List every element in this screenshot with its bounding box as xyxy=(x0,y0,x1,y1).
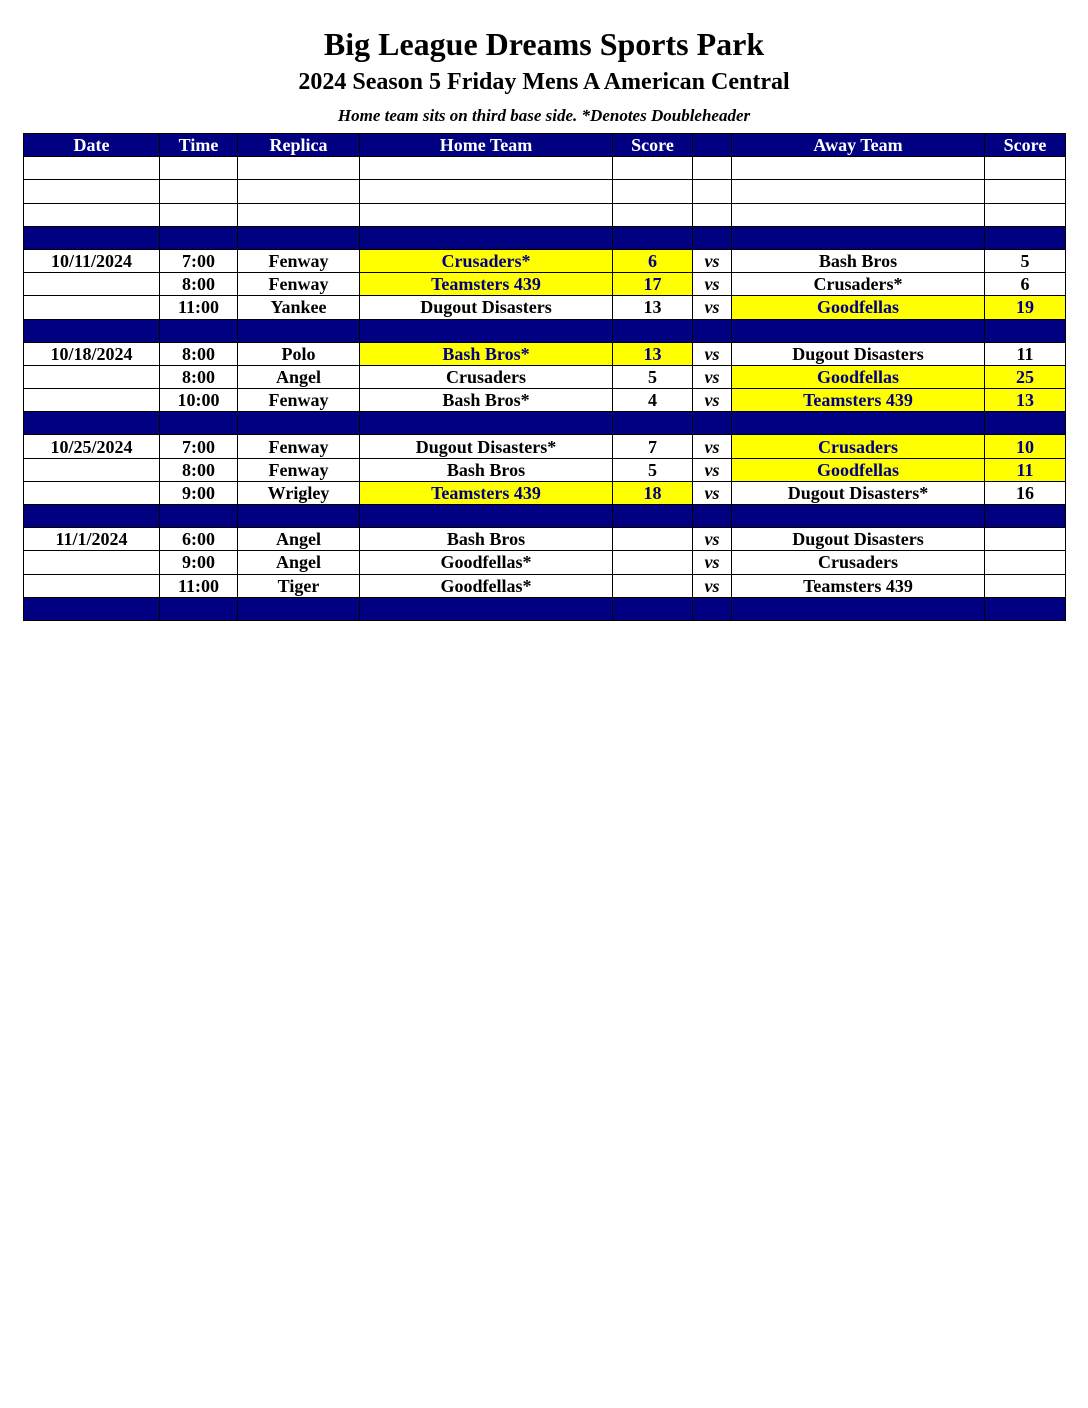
vs-cell: vs xyxy=(693,551,732,574)
date-cell xyxy=(24,505,160,528)
game-row xyxy=(24,389,1066,412)
column-header-away-team: Away Team xyxy=(732,134,985,157)
time-cell xyxy=(160,505,238,528)
away-score-cell xyxy=(985,528,1066,551)
page-title: Big League Dreams Sports Park xyxy=(323,26,765,62)
home-team-cell: Bash Bros xyxy=(360,458,613,481)
away-score-cell: 11 xyxy=(985,458,1066,481)
vs-cell xyxy=(693,412,732,435)
time-cell: 7:00 xyxy=(160,435,238,458)
away-team-cell: Dugout Disasters xyxy=(732,342,985,365)
away-team-cell: Teamsters 439 xyxy=(732,389,985,412)
away-team-cell xyxy=(732,505,985,528)
date-cell: 10/11/2024 xyxy=(24,249,160,272)
date-cell xyxy=(24,551,160,574)
home-score-cell: 5 xyxy=(613,458,693,481)
date-cell xyxy=(24,412,160,435)
replica-cell: Fenway xyxy=(238,458,360,481)
home-score-cell xyxy=(613,180,693,203)
vs-cell xyxy=(693,226,732,249)
away-score-cell xyxy=(985,226,1066,249)
away-score-cell xyxy=(985,597,1066,620)
game-row xyxy=(24,574,1066,597)
home-score-cell: 18 xyxy=(613,481,693,504)
away-score-cell xyxy=(985,157,1066,180)
time-cell xyxy=(160,597,238,620)
game-row xyxy=(24,481,1066,504)
away-team-cell: Goodfellas xyxy=(732,458,985,481)
game-row xyxy=(24,273,1066,296)
away-team-cell: Teamsters 439 xyxy=(732,574,985,597)
column-header-home-score: Score xyxy=(613,134,693,157)
home-score-cell xyxy=(613,412,693,435)
schedule-body xyxy=(24,157,1066,621)
vs-cell: vs xyxy=(693,389,732,412)
replica-cell xyxy=(238,180,360,203)
home-team-cell xyxy=(360,203,613,226)
time-cell xyxy=(160,226,238,249)
away-team-cell: Crusaders xyxy=(732,435,985,458)
home-team-cell: Bash Bros* xyxy=(360,342,613,365)
home-score-cell xyxy=(613,574,693,597)
home-team-cell: Goodfellas* xyxy=(360,574,613,597)
time-cell xyxy=(160,412,238,435)
column-header-home-team: Home Team xyxy=(360,134,613,157)
column-header-date: Date xyxy=(24,134,160,157)
home-team-cell xyxy=(360,157,613,180)
date-cell xyxy=(24,273,160,296)
home-team-cell: Dugout Disasters xyxy=(360,296,613,319)
date-cell xyxy=(24,226,160,249)
home-score-cell: 17 xyxy=(613,273,693,296)
away-score-cell xyxy=(985,319,1066,342)
away-team-cell xyxy=(732,412,985,435)
time-cell: 8:00 xyxy=(160,342,238,365)
away-team-cell xyxy=(732,226,985,249)
home-score-cell xyxy=(613,157,693,180)
vs-cell: vs xyxy=(693,296,732,319)
vs-cell: vs xyxy=(693,365,732,388)
home-score-cell: 7 xyxy=(613,435,693,458)
replica-cell xyxy=(238,319,360,342)
home-score-cell xyxy=(613,528,693,551)
away-team-cell: Goodfellas xyxy=(732,365,985,388)
time-cell: 6:00 xyxy=(160,528,238,551)
replica-cell xyxy=(238,505,360,528)
time-cell: 9:00 xyxy=(160,481,238,504)
game-row xyxy=(24,551,1066,574)
away-team-cell: Crusaders xyxy=(732,551,985,574)
away-team-cell: Dugout Disasters xyxy=(732,528,985,551)
home-team-cell xyxy=(360,412,613,435)
blank-row xyxy=(24,157,1066,180)
time-cell xyxy=(160,319,238,342)
home-team-cell: Crusaders xyxy=(360,365,613,388)
home-team-cell xyxy=(360,319,613,342)
blank-row xyxy=(24,180,1066,203)
time-cell: 8:00 xyxy=(160,365,238,388)
away-score-cell xyxy=(985,203,1066,226)
away-score-cell: 13 xyxy=(985,389,1066,412)
time-cell: 9:00 xyxy=(160,551,238,574)
vs-cell: vs xyxy=(693,528,732,551)
replica-cell xyxy=(238,226,360,249)
home-team-cell xyxy=(360,226,613,249)
away-score-cell xyxy=(985,505,1066,528)
away-score-cell: 16 xyxy=(985,481,1066,504)
time-cell xyxy=(160,157,238,180)
vs-cell xyxy=(693,157,732,180)
date-cell xyxy=(24,389,160,412)
replica-cell: Fenway xyxy=(238,249,360,272)
home-team-cell: Bash Bros* xyxy=(360,389,613,412)
home-team-cell xyxy=(360,505,613,528)
game-row xyxy=(24,458,1066,481)
home-team-cell: Crusaders* xyxy=(360,249,613,272)
replica-cell: Fenway xyxy=(238,273,360,296)
away-score-cell xyxy=(985,551,1066,574)
date-cell xyxy=(24,180,160,203)
date-cell xyxy=(24,296,160,319)
away-team-cell: Dugout Disasters* xyxy=(732,481,985,504)
home-team-cell: Teamsters 439 xyxy=(360,273,613,296)
game-row xyxy=(24,296,1066,319)
game-row xyxy=(24,365,1066,388)
replica-cell xyxy=(238,597,360,620)
time-cell: 7:00 xyxy=(160,249,238,272)
date-cell xyxy=(24,481,160,504)
blank-row xyxy=(24,203,1066,226)
replica-cell xyxy=(238,203,360,226)
date-cell xyxy=(24,597,160,620)
away-score-cell xyxy=(985,574,1066,597)
date-cell: 10/25/2024 xyxy=(24,435,160,458)
replica-cell: Fenway xyxy=(238,435,360,458)
home-score-cell: 6 xyxy=(613,249,693,272)
away-team-cell: Goodfellas xyxy=(732,296,985,319)
replica-cell: Yankee xyxy=(238,296,360,319)
home-score-cell: 5 xyxy=(613,365,693,388)
away-team-cell xyxy=(732,180,985,203)
vs-cell: vs xyxy=(693,273,732,296)
separator-row xyxy=(24,412,1066,435)
schedule-note: Home team sits on third base side. *Denotes Doubleheader xyxy=(337,106,751,125)
game-row xyxy=(24,435,1066,458)
away-team-cell xyxy=(732,203,985,226)
vs-cell: vs xyxy=(693,342,732,365)
away-score-cell: 10 xyxy=(985,435,1066,458)
column-header-vs xyxy=(693,134,732,157)
header-row xyxy=(24,134,1066,157)
replica-cell: Fenway xyxy=(238,389,360,412)
separator-row xyxy=(24,597,1066,620)
home-score-cell xyxy=(613,203,693,226)
date-cell xyxy=(24,203,160,226)
date-cell xyxy=(24,365,160,388)
separator-row xyxy=(24,319,1066,342)
away-score-cell: 5 xyxy=(985,249,1066,272)
time-cell: 11:00 xyxy=(160,574,238,597)
column-header-away-score: Score xyxy=(985,134,1066,157)
date-cell: 10/18/2024 xyxy=(24,342,160,365)
replica-cell: Polo xyxy=(238,342,360,365)
away-score-cell: 19 xyxy=(985,296,1066,319)
home-team-cell: Goodfellas* xyxy=(360,551,613,574)
vs-cell xyxy=(693,203,732,226)
time-cell xyxy=(160,180,238,203)
replica-cell: Angel xyxy=(238,551,360,574)
home-team-cell: Dugout Disasters* xyxy=(360,435,613,458)
separator-row xyxy=(24,226,1066,249)
away-team-cell: Bash Bros xyxy=(732,249,985,272)
home-score-cell xyxy=(613,505,693,528)
vs-cell xyxy=(693,180,732,203)
home-team-cell: Bash Bros xyxy=(360,528,613,551)
home-score-cell: 13 xyxy=(613,342,693,365)
vs-cell xyxy=(693,597,732,620)
home-team-cell xyxy=(360,180,613,203)
game-row xyxy=(24,342,1066,365)
page-subtitle: 2024 Season 5 Friday Mens A American Central xyxy=(298,69,790,95)
column-header-time: Time xyxy=(160,134,238,157)
away-score-cell xyxy=(985,180,1066,203)
game-row xyxy=(24,528,1066,551)
replica-cell: Tiger xyxy=(238,574,360,597)
time-cell: 8:00 xyxy=(160,273,238,296)
separator-row xyxy=(24,505,1066,528)
replica-cell xyxy=(238,412,360,435)
home-score-cell xyxy=(613,597,693,620)
date-cell xyxy=(24,157,160,180)
away-score-cell: 25 xyxy=(985,365,1066,388)
away-score-cell: 11 xyxy=(985,342,1066,365)
vs-cell xyxy=(693,319,732,342)
away-team-cell xyxy=(732,319,985,342)
away-score-cell xyxy=(985,412,1066,435)
replica-cell: Angel xyxy=(238,365,360,388)
schedule-table xyxy=(23,133,1066,621)
home-score-cell xyxy=(613,551,693,574)
date-cell: 11/1/2024 xyxy=(24,528,160,551)
vs-cell: vs xyxy=(693,574,732,597)
date-cell xyxy=(24,574,160,597)
home-team-cell: Teamsters 439 xyxy=(360,481,613,504)
time-cell: 10:00 xyxy=(160,389,238,412)
time-cell: 8:00 xyxy=(160,458,238,481)
home-score-cell: 4 xyxy=(613,389,693,412)
home-team-cell xyxy=(360,597,613,620)
vs-cell: vs xyxy=(693,435,732,458)
vs-cell: vs xyxy=(693,249,732,272)
home-score-cell: 13 xyxy=(613,296,693,319)
home-score-cell xyxy=(613,226,693,249)
date-cell xyxy=(24,458,160,481)
vs-cell: vs xyxy=(693,481,732,504)
column-header-replica: Replica xyxy=(238,134,360,157)
replica-cell: Angel xyxy=(238,528,360,551)
home-score-cell xyxy=(613,319,693,342)
away-score-cell: 6 xyxy=(985,273,1066,296)
replica-cell: Wrigley xyxy=(238,481,360,504)
away-team-cell xyxy=(732,597,985,620)
away-team-cell xyxy=(732,157,985,180)
time-cell xyxy=(160,203,238,226)
game-row xyxy=(24,249,1066,272)
replica-cell xyxy=(238,157,360,180)
away-team-cell: Crusaders* xyxy=(732,273,985,296)
date-cell xyxy=(24,319,160,342)
time-cell: 11:00 xyxy=(160,296,238,319)
vs-cell xyxy=(693,505,732,528)
vs-cell: vs xyxy=(693,458,732,481)
